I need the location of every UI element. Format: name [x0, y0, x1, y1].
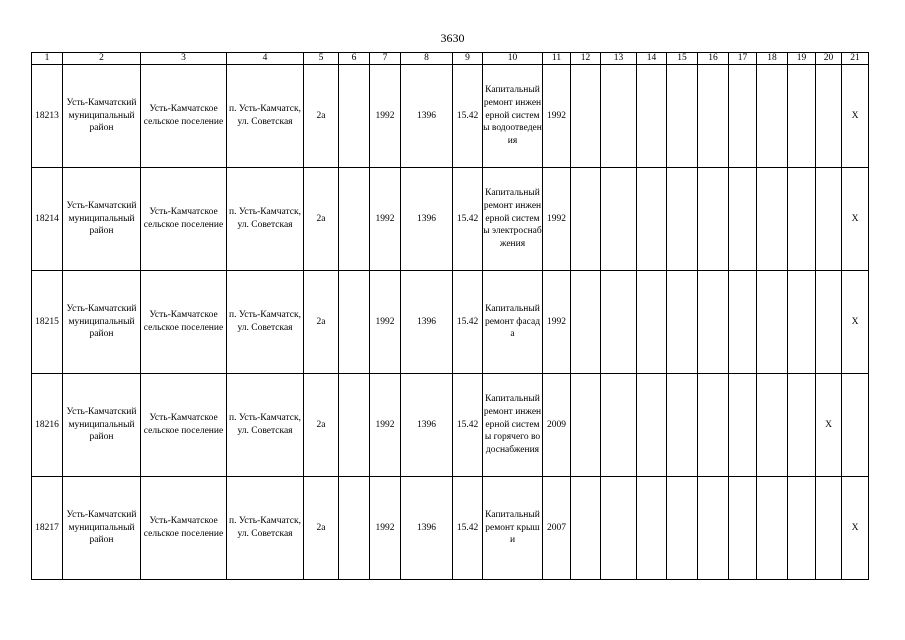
row-id: 18217 [32, 477, 63, 580]
empty-cell [788, 168, 816, 271]
empty-cell [729, 374, 757, 477]
empty-cell [571, 65, 601, 168]
mark-col-20 [816, 271, 842, 374]
column-header: 4 [227, 53, 304, 65]
municipality-cell: Усть-Камчатский муниципальный район [63, 374, 141, 477]
table-row [32, 168, 869, 271]
column-header: 21 [842, 53, 869, 65]
cell-11: 1992 [543, 168, 571, 271]
empty-cell [757, 168, 788, 271]
mark-col-21: X [842, 477, 869, 580]
mark-col-20 [816, 168, 842, 271]
column-header: 17 [729, 53, 757, 65]
column-header: 10 [483, 53, 543, 65]
table-row [32, 477, 869, 580]
cell-8: 1396 [401, 271, 453, 374]
empty-cell [571, 477, 601, 580]
work-type-cell: Капитальный ремонт крыши [483, 477, 543, 580]
empty-cell [637, 65, 667, 168]
empty-cell [698, 65, 729, 168]
header-row [32, 53, 869, 65]
empty-cell [637, 374, 667, 477]
cell-11: 1992 [543, 271, 571, 374]
mark-col-20 [816, 65, 842, 168]
address-cell: п. Усть-Камчатск, ул. Советская [227, 374, 304, 477]
empty-cell [667, 168, 698, 271]
empty-cell [729, 477, 757, 580]
row-id: 18213 [32, 65, 63, 168]
mark-col-20 [816, 477, 842, 580]
cell-9: 15.42 [453, 374, 483, 477]
column-header: 5 [304, 53, 339, 65]
house-cell: 2a [304, 168, 339, 271]
cell-6 [339, 477, 370, 580]
mark-col-21: X [842, 168, 869, 271]
year-cell: 1992 [370, 374, 401, 477]
address-cell: п. Усть-Камчатск, ул. Советская [227, 477, 304, 580]
empty-cell [667, 65, 698, 168]
year-cell: 1992 [370, 65, 401, 168]
column-header: 7 [370, 53, 401, 65]
cell-9: 15.42 [453, 271, 483, 374]
cell-6 [339, 65, 370, 168]
empty-cell [729, 271, 757, 374]
empty-cell [601, 374, 637, 477]
row-id: 18214 [32, 168, 63, 271]
column-header: 14 [637, 53, 667, 65]
work-type-cell: Капитальный ремонт инженерной системы горячего водоснабжения [483, 374, 543, 477]
cell-8: 1396 [401, 168, 453, 271]
column-header: 11 [543, 53, 571, 65]
cell-6 [339, 271, 370, 374]
address-cell: п. Усть-Камчатск, ул. Советская [227, 271, 304, 374]
empty-cell [571, 374, 601, 477]
table-row [32, 65, 869, 168]
empty-cell [788, 477, 816, 580]
empty-cell [601, 477, 637, 580]
house-cell: 2a [304, 65, 339, 168]
municipality-cell: Усть-Камчатский муниципальный район [63, 168, 141, 271]
empty-cell [601, 271, 637, 374]
column-header: 8 [401, 53, 453, 65]
house-cell: 2a [304, 374, 339, 477]
empty-cell [601, 168, 637, 271]
cell-8: 1396 [401, 477, 453, 580]
cell-8: 1396 [401, 374, 453, 477]
empty-cell [667, 477, 698, 580]
mark-col-20: X [816, 374, 842, 477]
page-number: 3630 [440, 31, 465, 45]
empty-cell [698, 477, 729, 580]
work-type-cell: Капитальный ремонт инженерной системы водоотведения [483, 65, 543, 168]
settlement-cell: Усть-Камчатское сельское поселение [141, 168, 227, 271]
cell-6 [339, 168, 370, 271]
house-cell: 2a [304, 477, 339, 580]
column-header: 16 [698, 53, 729, 65]
empty-cell [667, 374, 698, 477]
settlement-cell: Усть-Камчатское сельское поселение [141, 374, 227, 477]
settlement-cell: Усть-Камчатское сельское поселение [141, 65, 227, 168]
column-header: 1 [32, 53, 63, 65]
column-header: 3 [141, 53, 227, 65]
column-header: 9 [453, 53, 483, 65]
empty-cell [637, 271, 667, 374]
address-cell: п. Усть-Камчатск, ул. Советская [227, 65, 304, 168]
year-cell: 1992 [370, 271, 401, 374]
column-header: 18 [757, 53, 788, 65]
table-row [32, 374, 869, 477]
cell-11: 2007 [543, 477, 571, 580]
cell-11: 2009 [543, 374, 571, 477]
year-cell: 1992 [370, 477, 401, 580]
empty-cell [637, 477, 667, 580]
empty-cell [788, 271, 816, 374]
municipality-cell: Усть-Камчатский муниципальный район [63, 477, 141, 580]
cell-9: 15.42 [453, 477, 483, 580]
empty-cell [788, 65, 816, 168]
cell-11: 1992 [543, 65, 571, 168]
empty-cell [571, 168, 601, 271]
work-type-cell: Капитальный ремонт фасада [483, 271, 543, 374]
cell-6 [339, 374, 370, 477]
empty-cell [757, 477, 788, 580]
settlement-cell: Усть-Камчатское сельское поселение [141, 477, 227, 580]
cell-9: 15.42 [453, 65, 483, 168]
empty-cell [698, 374, 729, 477]
empty-cell [729, 168, 757, 271]
column-header: 2 [63, 53, 141, 65]
year-cell: 1992 [370, 168, 401, 271]
empty-cell [757, 374, 788, 477]
mark-col-21: X [842, 271, 869, 374]
empty-cell [571, 271, 601, 374]
row-id: 18216 [32, 374, 63, 477]
column-header: 12 [571, 53, 601, 65]
cell-8: 1396 [401, 65, 453, 168]
row-id: 18215 [32, 271, 63, 374]
municipality-cell: Усть-Камчатский муниципальный район [63, 271, 141, 374]
mark-col-21 [842, 374, 869, 477]
empty-cell [757, 271, 788, 374]
empty-cell [667, 271, 698, 374]
work-type-cell: Капитальный ремонт инженерной системы электроснабжения [483, 168, 543, 271]
empty-cell [729, 65, 757, 168]
address-cell: п. Усть-Камчатск, ул. Советская [227, 168, 304, 271]
column-header: 13 [601, 53, 637, 65]
municipality-cell: Усть-Камчатский муниципальный район [63, 65, 141, 168]
table-row [32, 271, 869, 374]
column-header: 15 [667, 53, 698, 65]
empty-cell [637, 168, 667, 271]
house-cell: 2a [304, 271, 339, 374]
empty-cell [757, 65, 788, 168]
empty-cell [601, 65, 637, 168]
mark-col-21: X [842, 65, 869, 168]
register-table [31, 52, 869, 580]
cell-9: 15.42 [453, 168, 483, 271]
empty-cell [698, 271, 729, 374]
column-header: 6 [339, 53, 370, 65]
empty-cell [788, 374, 816, 477]
column-header: 19 [788, 53, 816, 65]
settlement-cell: Усть-Камчатское сельское поселение [141, 271, 227, 374]
column-header: 20 [816, 53, 842, 65]
empty-cell [698, 168, 729, 271]
